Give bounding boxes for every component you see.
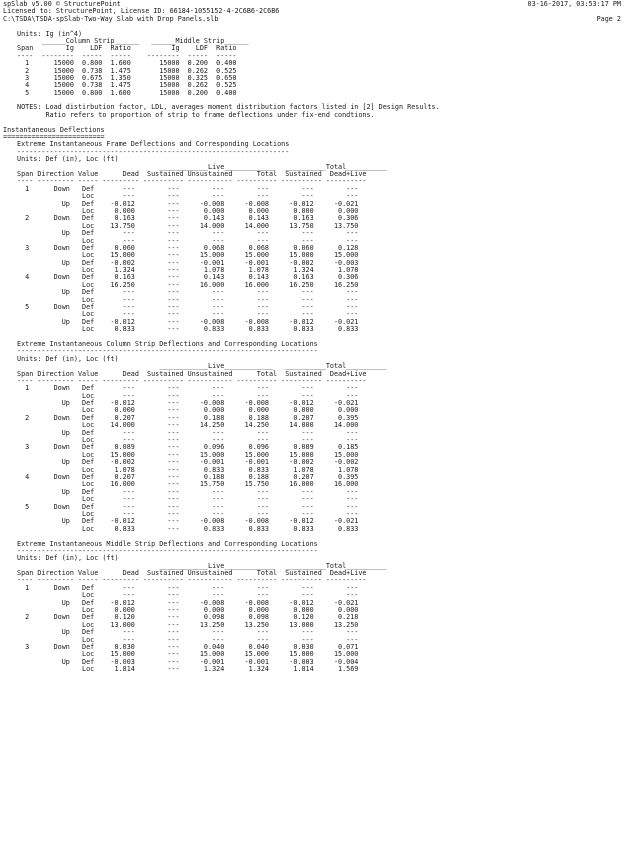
ig-row: 1 15000 0.800 1.600 15000 0.200 0.400 [17, 59, 237, 68]
table-row: Loc --- --- --- --- --- --- [17, 310, 359, 319]
table-row: Loc --- --- --- --- --- --- [17, 391, 359, 400]
table-row: Loc 16.000 --- 15.750 15.750 16.000 16.000 [17, 480, 359, 489]
section-underline: ========================= [3, 133, 105, 142]
table-row: Up Def -0.012 --- -0.008 -0.008 -0.012 -0.021 [17, 517, 359, 526]
table-row: 1 Down Def --- --- --- --- --- --- [17, 384, 359, 393]
report-header-line-1 [3, 1, 621, 8]
table-row: 3 Down Def 0.060 --- 0.068 0.068 0.060 0.128 [17, 243, 359, 252]
table-row: Loc 0.000 --- 0.000 0.000 0.000 0.000 [17, 406, 359, 415]
ig-rows [17, 60, 621, 97]
table-row: Up Def --- --- --- --- --- --- [17, 428, 359, 437]
block-title: Extreme Instantaneous Frame Deflections and Corresponding Locations [17, 140, 290, 149]
table-row: Loc 14.000 --- 14.250 14.250 14.000 14.000 [17, 421, 359, 430]
block-title: Extreme Instantaneous Column Strip Deflections and Corresponding Locations [17, 339, 318, 348]
ig-table [3, 31, 621, 98]
table-row: 5 Down Def --- --- --- --- --- --- [17, 303, 359, 312]
ig-units: Units: Ig (in^4) [17, 29, 83, 38]
ig-head-groups: ______Column Strip______ ______Middle Strip______ [17, 36, 249, 45]
table-row: 3 Down Def 0.030 --- 0.040 0.040 0.030 0.071 [17, 642, 359, 651]
table-row: Up Def -0.012 --- -0.008 -0.008 -0.012 -0.021 [17, 598, 359, 607]
table-row: Up Def -0.002 --- -0.001 -0.001 -0.002 -0.003 [17, 258, 359, 267]
license-line: Licensed to: StructurePoint, License ID: 66184-1055152-4-2C6B6-2C6B6 [3, 7, 280, 16]
ig-row: 5 15000 0.800 1.600 15000 0.200 0.400 [17, 88, 237, 97]
block-rule: ------------------------------------------------------------------- [17, 147, 290, 156]
table-row: Loc 0.833 --- 0.833 0.833 0.833 0.833 [17, 524, 359, 533]
block-units: Units: Def (in), Loc (ft) [17, 554, 119, 563]
ig-head-columns: Span Ig LDF Ratio Ig LDF Ratio [17, 44, 237, 53]
table-row: Up Def --- --- --- --- --- --- [17, 288, 359, 297]
block-rule: -------------------------------------------------------------------------- [17, 546, 318, 555]
block-units: Units: Def (in), Loc (ft) [17, 354, 119, 363]
ig-separator: ---- -------- ----- ----- -------- ----- ----- [17, 51, 237, 60]
report-header-line-3 [3, 16, 621, 23]
table-row: 3 Down Def 0.089 --- 0.096 0.096 0.089 0.185 [17, 443, 359, 452]
table-row: Loc --- --- --- --- --- --- [17, 436, 359, 445]
table-row: Up Def -0.012 --- -0.008 -0.008 -0.012 -0.021 [17, 399, 359, 408]
block-head-groups: ____________Live____________ __________Total__________ [17, 362, 387, 371]
table-row: Loc --- --- --- --- --- --- [17, 236, 359, 245]
notes [3, 104, 621, 119]
table-row: Loc --- --- --- --- --- --- [17, 295, 359, 304]
table-row: 5 Down Def --- --- --- --- --- --- [17, 502, 359, 511]
note-line: NOTES: Load distirbution factor, LDL, averages moment distribution factors listed in [2] Design Results. [17, 103, 440, 112]
table-row: Up Def --- --- --- --- --- --- [17, 229, 359, 238]
table-row: Up Def -0.012 --- -0.008 -0.008 -0.012 -0.021 [17, 199, 359, 208]
table-row: Loc 1.078 --- 0.833 0.833 1.078 1.078 [17, 465, 359, 474]
table-row: Loc 16.250 --- 16.000 16.000 16.250 16.250 [17, 280, 359, 289]
table-row: Loc 13.000 --- 13.250 13.250 13.000 13.250 [17, 620, 359, 629]
block-units: Units: Def (in), Loc (ft) [17, 155, 119, 164]
deflection-block [17, 541, 621, 674]
block-head-groups: ____________Live____________ __________Total__________ [17, 561, 387, 570]
file-path: C:\TSDA\TSDA-spSlab-Two-Way Slab with Drop Panels.slb [3, 14, 219, 23]
ig-row: 3 15000 0.675 1.350 15000 0.325 0.650 [17, 73, 237, 82]
block-separator: ---- --------- ----- --------- ---------- ----------- ---------- ---------- ---------- [17, 576, 367, 585]
table-row: 1 Down Def --- --- --- --- --- --- [17, 184, 359, 193]
table-row: 4 Down Def 0.163 --- 0.143 0.143 0.163 0.306 [17, 273, 359, 282]
table-row: 2 Down Def 0.163 --- 0.143 0.143 0.163 0.306 [17, 214, 359, 223]
table-row: Loc --- --- --- --- --- --- [17, 192, 359, 201]
ig-row: 2 15000 0.738 1.475 15000 0.262 0.525 [17, 66, 237, 75]
table-row: Loc 15.000 --- 15.000 15.000 15.000 15.000 [17, 650, 359, 659]
table-row: 2 Down Def 0.207 --- 0.188 0.188 0.207 0.395 [17, 413, 359, 422]
table-row: Up Def -0.003 --- -0.001 -0.001 -0.003 -0.004 [17, 657, 359, 666]
table-row: Loc 15.000 --- 15.000 15.000 15.000 15.000 [17, 251, 359, 260]
table-row: Loc 0.000 --- 0.000 0.000 0.000 0.000 [17, 206, 359, 215]
note-line: Ratio refers to proportion of strip to frame deflections under fix-end condtions. [17, 110, 375, 119]
table-row: 1 Down Def --- --- --- --- --- --- [17, 583, 359, 592]
block-head-columns: Span Direction Value Dead Sustained Unsustained Total Sustained Dead+Live [17, 169, 367, 178]
ig-row: 4 15000 0.738 1.475 15000 0.262 0.525 [17, 81, 237, 90]
report-datetime: 03-16-2017, 03:53:17 PM [527, 0, 621, 8]
table-row: Loc 0.000 --- 0.000 0.000 0.000 0.000 [17, 606, 359, 615]
table-row: 4 Down Def 0.207 --- 0.188 0.188 0.207 0.395 [17, 473, 359, 481]
table-row: Loc 13.750 --- 14.000 14.000 13.750 13.750 [17, 221, 359, 230]
table-row: Loc --- --- --- --- --- --- [17, 591, 359, 600]
block-separator: ---- --------- ----- --------- ---------- ----------- ---------- ---------- ---------- [17, 177, 367, 186]
block-title: Extreme Instantaneous Middle Strip Deflections and Corresponding Locations [17, 539, 318, 548]
table-row: Loc --- --- --- --- --- --- [17, 635, 359, 644]
block-rule: -------------------------------------------------------------------------- [17, 347, 318, 356]
table-row: Up Def -0.002 --- -0.001 -0.001 -0.002 -0.002 [17, 458, 359, 467]
block-head-groups: ____________Live____________ __________Total__________ [17, 162, 387, 171]
table-row: Loc 15.000 --- 15.000 15.000 15.000 15.000 [17, 450, 359, 459]
block-separator: ---- --------- ----- --------- ---------- ----------- ---------- ---------- ---------- [17, 376, 367, 385]
table-row: Up Def -0.012 --- -0.008 -0.008 -0.012 -0.021 [17, 317, 359, 326]
table-row: 2 Down Def 0.120 --- 0.098 0.098 0.120 0.218 [17, 613, 359, 622]
section-title: Instantaneous Deflections [3, 125, 105, 134]
deflection-blocks [3, 141, 621, 673]
table-row: Up Def --- --- --- --- --- --- [17, 628, 359, 637]
deflection-block [17, 141, 621, 341]
table-row: Loc 1.814 --- 1.324 1.324 1.814 1.569 [17, 665, 359, 674]
app-name: spSlab v5.00 © StructurePoint [3, 0, 121, 8]
deflection-block [17, 341, 621, 541]
block-head-columns: Span Direction Value Dead Sustained Unsustained Total Sustained Dead+Live [17, 369, 367, 378]
table-row: Loc --- --- --- --- --- --- [17, 495, 359, 504]
table-row: Loc --- --- --- --- --- --- [17, 509, 359, 518]
block-head-columns: Span Direction Value Dead Sustained Unsustained Total Sustained Dead+Live [17, 569, 367, 578]
page-number: Page 2 [596, 14, 621, 23]
table-row: Loc 0.833 --- 0.833 0.833 0.833 0.833 [17, 325, 359, 334]
table-row: Up Def --- --- --- --- --- --- [17, 487, 359, 496]
table-row: Loc 1.324 --- 1.078 1.078 1.324 1.078 [17, 266, 359, 275]
